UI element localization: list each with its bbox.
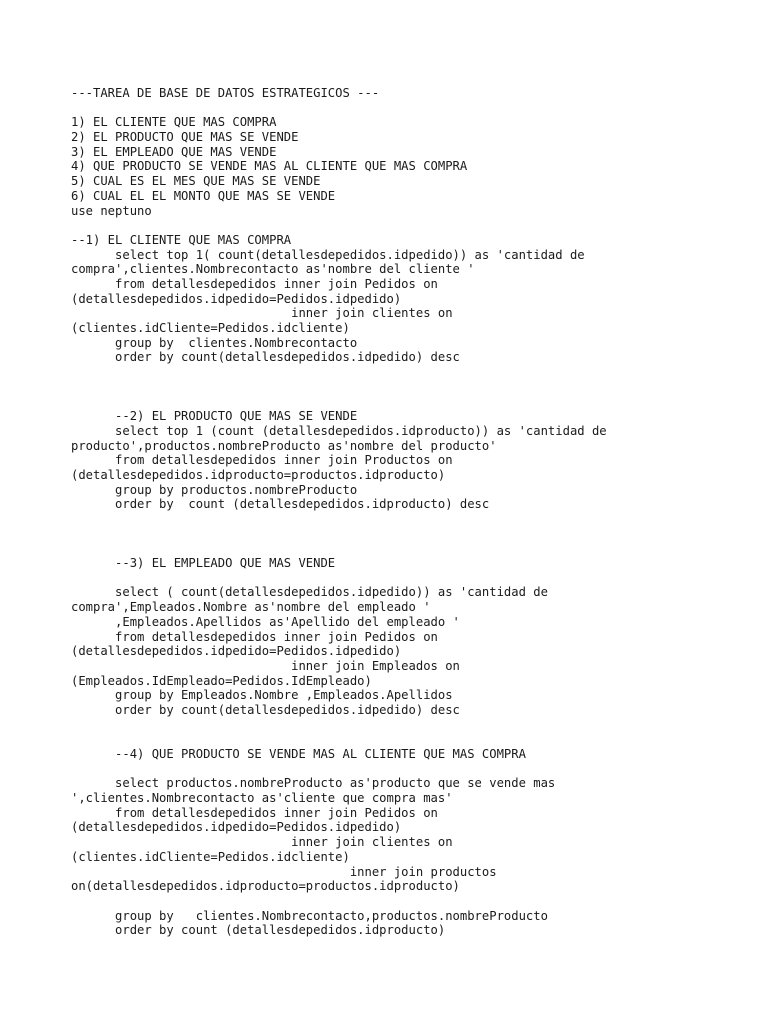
- document-title: ---TAREA DE BASE DE DATOS ESTRATEGICOS ---: [71, 86, 380, 100]
- query-heading: --3) EL EMPLEADO QUE MAS VENDE: [71, 556, 336, 571]
- query-section-2: [71, 409, 751, 512]
- questions-list: [71, 115, 751, 203]
- code-line: order by count (detallesdepedidos.idproducto): [71, 923, 446, 938]
- question-item: 6) CUAL EL EL MONTO QUE MAS SE VENDE: [71, 188, 336, 203]
- query-heading: --1) EL CLIENTE QUE MAS COMPRA: [71, 232, 292, 247]
- spacer: [71, 218, 751, 233]
- code-line: group by productos.nombreProducto: [71, 482, 358, 497]
- spacer: [71, 512, 751, 556]
- use-statement: use neptuno: [71, 203, 152, 218]
- code-line: ,Empleados.Apellidos as'Apellido del empleado ': [71, 614, 460, 629]
- query-section-3: [71, 556, 751, 718]
- code-line: order by count(detallesdepedidos.idpedido) desc: [71, 350, 460, 365]
- code-line: compra',clientes.Nombrecontacto as'nombre del cliente ': [71, 262, 475, 277]
- code-line: select productos.nombreProducto as'producto que se vende mas: [71, 776, 556, 791]
- question-item: 2) EL PRODUCTO QUE MAS SE VENDE: [71, 130, 299, 145]
- code-line: ',clientes.Nombrecontacto as'cliente que compra mas': [71, 791, 453, 806]
- code-line: producto',productos.nombreProducto as'nombre del producto': [71, 438, 497, 453]
- code-line: order by count (detallesdepedidos.idproducto) desc: [71, 497, 490, 512]
- query-heading: --4) QUE PRODUCTO SE VENDE MAS AL CLIENTE QUE MAS COMPRA: [71, 747, 526, 762]
- code-line: compra',Empleados.Nombre as'nombre del empleado ': [71, 600, 431, 615]
- code-line: select top 1( count(detallesdepedidos.idpedido)) as 'cantidad de: [71, 247, 585, 262]
- spacer: [71, 762, 751, 777]
- spacer: [71, 365, 751, 409]
- code-line: group by clientes.Nombrecontacto,productos.nombreProducto: [71, 908, 548, 923]
- question-item: 5) CUAL ES EL MES QUE MAS SE VENDE: [71, 174, 321, 189]
- query-heading: --2) EL PRODUCTO QUE MAS SE VENDE: [71, 409, 358, 424]
- code-line: (detallesdepedidos.idproducto=productos.idproducto): [71, 467, 446, 482]
- code-line: from detallesdepedidos inner join Pedidos on: [71, 805, 438, 820]
- spacer: [71, 101, 751, 116]
- code-line: (detallesdepedidos.idpedido=Pedidos.idpedido): [71, 291, 402, 306]
- code-line: inner join productos: [71, 864, 497, 879]
- spacer: [71, 571, 751, 586]
- code-line: on(detallesdepedidos.idproducto=productos.idproducto): [71, 879, 460, 894]
- code-line: group by Empleados.Nombre ,Empleados.Apellidos: [71, 688, 453, 703]
- question-item: 4) QUE PRODUCTO SE VENDE MAS AL CLIENTE QUE MAS COMPRA: [71, 159, 468, 174]
- question-item: 3) EL EMPLEADO QUE MAS VENDE: [71, 144, 277, 159]
- code-line: (Empleados.IdEmpleado=Pedidos.IdEmpleado): [71, 673, 372, 688]
- code-line: select top 1 (count (detallesdepedidos.idproducto)) as 'cantidad de: [71, 423, 607, 438]
- code-line: select ( count(detallesdepedidos.idpedido)) as 'cantidad de: [71, 585, 548, 600]
- code-line: (detallesdepedidos.idpedido=Pedidos.idpedido): [71, 820, 402, 835]
- code-line: order by count(detallesdepedidos.idpedido) desc: [71, 702, 460, 717]
- code-line: (clientes.idCliente=Pedidos.idcliente): [71, 849, 350, 864]
- code-line: (detallesdepedidos.idpedido=Pedidos.idpedido): [71, 644, 402, 659]
- code-line: from detallesdepedidos inner join Pedidos on: [71, 629, 438, 644]
- code-line: inner join clientes on: [71, 306, 453, 321]
- code-line: from detallesdepedidos inner join Productos on: [71, 453, 453, 468]
- code-line: inner join Empleados on: [71, 658, 460, 673]
- code-line: inner join clientes on: [71, 835, 453, 850]
- code-line: group by clientes.Nombrecontacto: [71, 335, 358, 350]
- spacer: [71, 718, 751, 747]
- query-section-1: [71, 233, 751, 365]
- question-item: 1) EL CLIENTE QUE MAS COMPRA: [71, 115, 277, 130]
- code-line: from detallesdepedidos inner join Pedidos on: [71, 276, 438, 291]
- query-section-4: [71, 747, 751, 938]
- code-line: (clientes.idCliente=Pedidos.idcliente): [71, 321, 350, 335]
- document-page: [71, 86, 751, 938]
- spacer: [71, 894, 751, 909]
